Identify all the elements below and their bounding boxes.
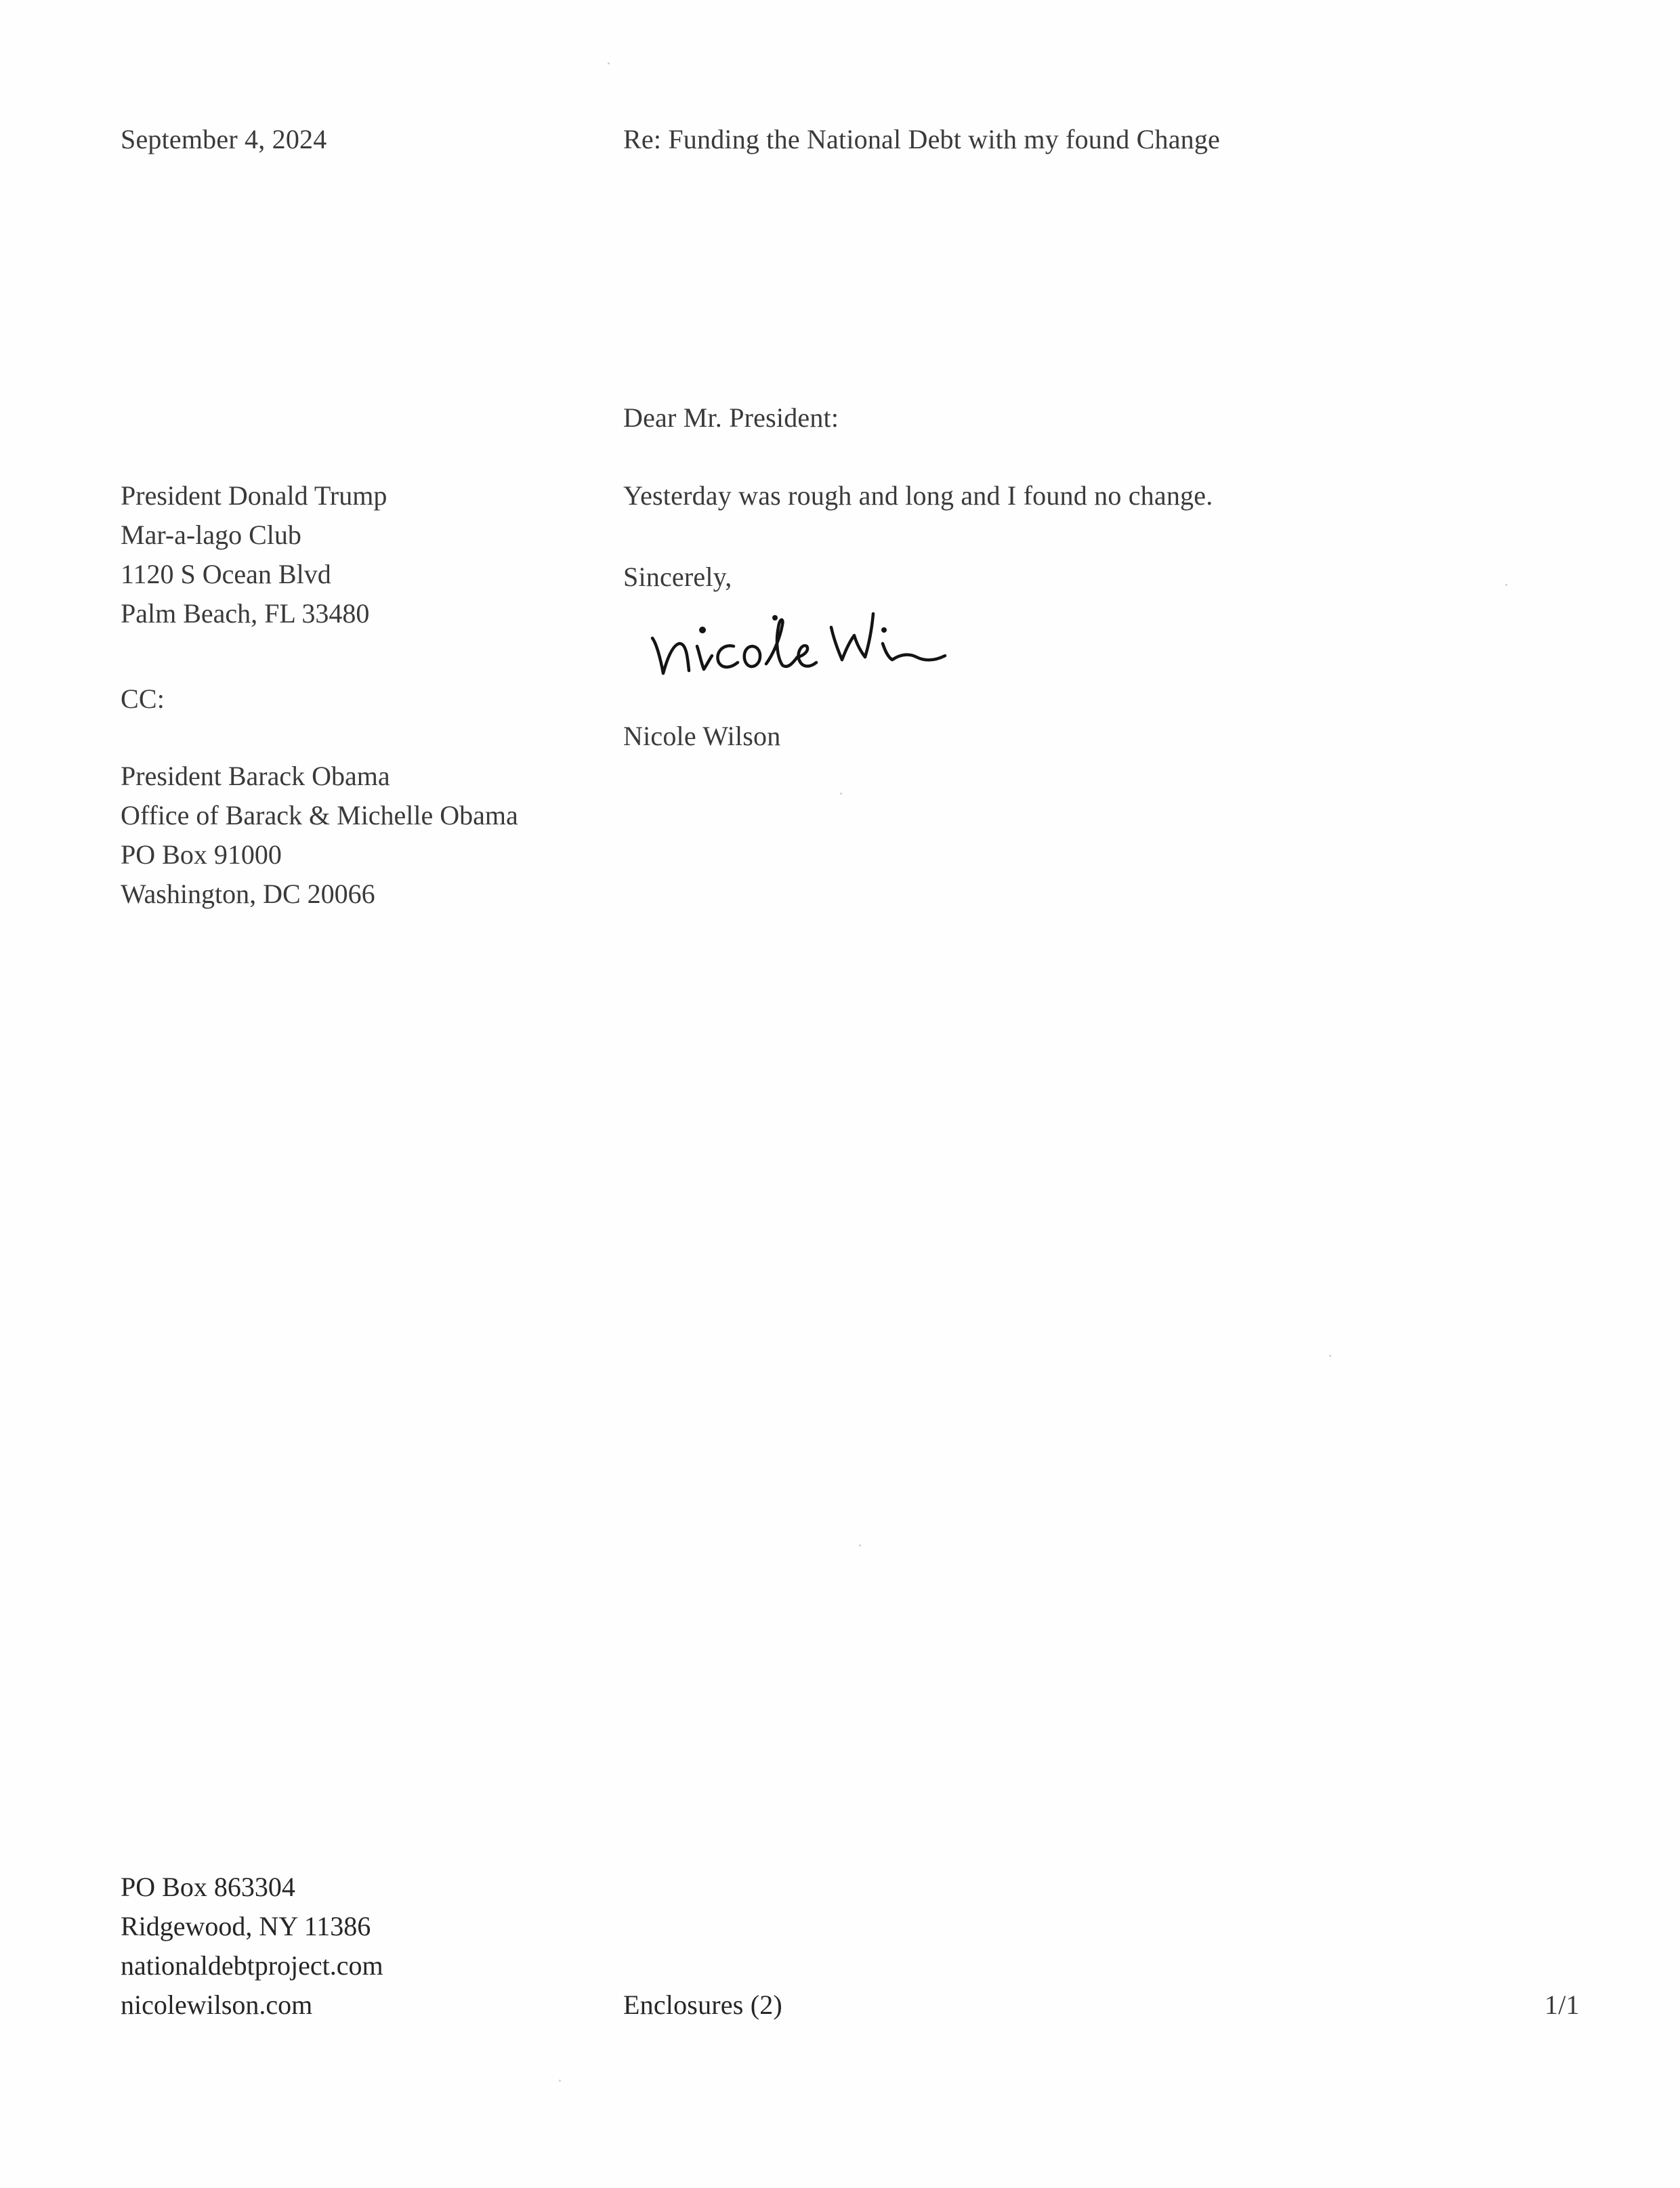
signer-name: Nicole Wilson	[623, 721, 781, 751]
scan-speck	[608, 62, 610, 64]
sender-website-project: nationaldebtproject.com	[121, 1950, 383, 1981]
scan-speck	[1329, 1355, 1331, 1357]
page-number: 1/1	[1545, 1990, 1580, 2020]
cc-label: CC:	[121, 683, 165, 714]
recipient-address	[121, 476, 387, 633]
sender-website-personal: nicolewilson.com	[121, 1990, 313, 2020]
cc-city: Washington, DC 20066	[121, 879, 375, 909]
letter-subject: Re: Funding the National Debt with my found Change	[623, 124, 1220, 154]
sender-city: Ridgewood, NY 11386	[121, 1911, 371, 1941]
handwritten-signature	[647, 603, 986, 691]
recipient-street: 1120 S Ocean Blvd	[121, 559, 331, 589]
letter-date: September 4, 2024	[121, 124, 327, 154]
scan-speck	[559, 2080, 561, 2082]
closing: Sincerely,	[623, 562, 732, 592]
recipient-name: President Donald Trump	[121, 480, 387, 511]
scan-speck	[840, 793, 842, 795]
body-paragraph: Yesterday was rough and long and I found no change.	[623, 480, 1213, 511]
recipient-city: Palm Beach, FL 33480	[121, 598, 370, 629]
cc-name: President Barack Obama	[121, 761, 390, 791]
cc-organization: Office of Barack & Michelle Obama	[121, 800, 518, 830]
cc-po-box: PO Box 91000	[121, 839, 282, 870]
enclosures-note: Enclosures (2)	[623, 1990, 782, 2020]
cc-address	[121, 757, 518, 914]
scan-speck	[1505, 584, 1507, 586]
sender-po-box: PO Box 863304	[121, 1872, 295, 1902]
recipient-organization: Mar-a-lago Club	[121, 520, 301, 550]
scan-speck	[859, 1544, 861, 1547]
sender-address	[121, 1868, 383, 2025]
salutation: Dear Mr. President:	[623, 402, 839, 433]
